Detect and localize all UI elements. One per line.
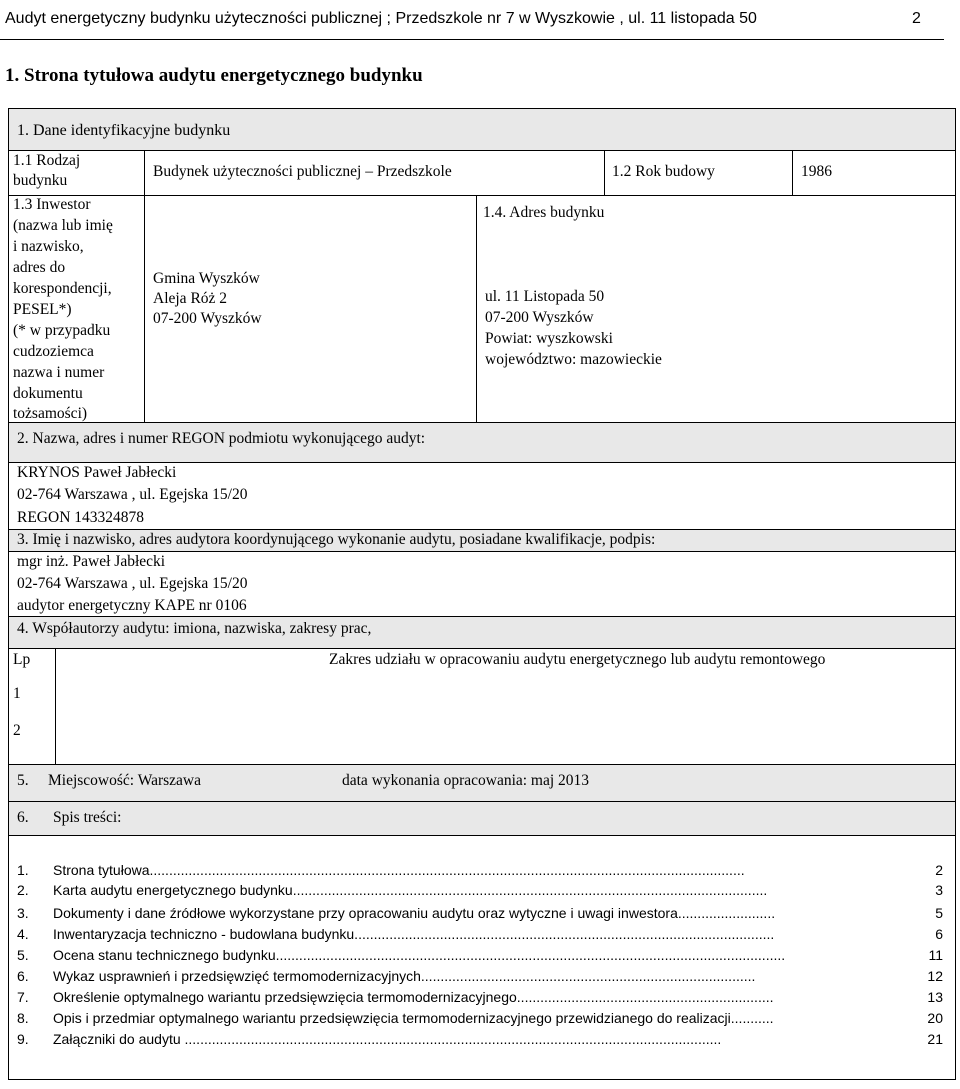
construction-year-label: 1.2 Rok budowy bbox=[612, 163, 715, 180]
rule bbox=[144, 150, 145, 422]
building-address-label: 1.4. Adres budynku bbox=[483, 204, 605, 221]
section4-heading: 4. Współautorzy audytu: imiona, nazwiska, zakresy prac, bbox=[17, 620, 372, 637]
toc-number: 6. bbox=[17, 968, 29, 984]
auditor-company-line: 02-764 Warszawa , ul. Egejska 15/20 bbox=[17, 486, 248, 503]
toc-number: 2. bbox=[17, 882, 29, 898]
toc-page: 13 bbox=[927, 989, 943, 1005]
coauthors-col-lp: Lp bbox=[13, 651, 31, 668]
toc-item[interactable] bbox=[9, 966, 945, 986]
toc-item[interactable] bbox=[9, 945, 945, 965]
address-line: województwo: mazowieckie bbox=[485, 351, 662, 368]
auditor-line: mgr inż. Paweł Jabłecki bbox=[17, 553, 166, 570]
page-header bbox=[0, 0, 944, 40]
section3-heading: 3. Imię i nazwisko, adres audytora koordynującego wykonanie audytu, posiadane kwalifikacje, podpis: bbox=[17, 531, 656, 548]
toc-label: Załączniki do audytu .......................................................................................................................................... bbox=[53, 1031, 722, 1047]
investor-label-line: 1.3 Inwestor bbox=[13, 196, 91, 213]
rule bbox=[9, 764, 955, 765]
toc-page: 20 bbox=[927, 1010, 943, 1026]
header-title: Audyt energetyczny budynku użyteczności publicznej ; Przedszkole nr 7 w Wyszkowie , ul. 11 listopada 50 bbox=[5, 10, 757, 27]
toc-label: Opis i przedmiar optymalnego wariantu przedsięwzięcia termomodernizacyjnego przewidzianego do realizacji........... bbox=[53, 1010, 774, 1026]
coauthors-col-scope: Zakres udziału w opracowaniu audytu energetycznego lub audytu remontowego bbox=[329, 651, 826, 668]
auditor-company-line: REGON 143324878 bbox=[17, 509, 145, 526]
section5-number: 5. bbox=[17, 772, 29, 789]
place-field: Miejscowość: Warszawa bbox=[48, 772, 201, 789]
toc-number: 4. bbox=[17, 926, 29, 942]
toc-number: 3. bbox=[17, 905, 29, 921]
toc-item[interactable] bbox=[9, 1029, 945, 1049]
rule bbox=[9, 616, 955, 617]
toc-heading: Spis treści: bbox=[53, 809, 122, 826]
toc-item[interactable] bbox=[9, 903, 945, 923]
investor-value-line: 07-200 Wyszków bbox=[153, 310, 262, 327]
address-line: 07-200 Wyszków bbox=[485, 309, 594, 326]
toc-label: Dokumenty i dane źródłowe wykorzystane przy opracowaniu audytu oraz wytyczne i uwagi inwestora......................... bbox=[53, 905, 776, 921]
toc-label: Ocena stanu technicznego budynku................................................................................................................................... bbox=[53, 947, 786, 963]
auditor-line: audytor energetyczny KAPE nr 0106 bbox=[17, 597, 247, 614]
investor-label-line: i nazwisko, bbox=[13, 238, 84, 255]
toc-page: 12 bbox=[927, 968, 943, 984]
toc-number: 9. bbox=[17, 1031, 29, 1047]
investor-value-line: Gmina Wyszków bbox=[153, 270, 260, 287]
investor-value-line: Aleja Róż 2 bbox=[153, 290, 228, 307]
toc-label: Karta audytu energetycznego budynku.......................................................................................................................... bbox=[53, 882, 768, 898]
section2-heading: 2. Nazwa, adres i numer REGON podmiotu wykonującego audyt: bbox=[17, 430, 426, 447]
toc-item[interactable] bbox=[9, 987, 945, 1007]
investor-label-line: korespondencji, bbox=[13, 280, 112, 297]
toc-label: Określenie optymalnego wariantu przedsięwzięcia termomodernizacyjnego.................................................................. bbox=[53, 989, 774, 1005]
auditor-company-line: KRYNOS Paweł Jabłecki bbox=[17, 464, 177, 481]
rule bbox=[9, 150, 955, 151]
toc-number: 8. bbox=[17, 1010, 29, 1026]
toc-page: 11 bbox=[928, 947, 943, 963]
toc-number: 5. bbox=[17, 947, 29, 963]
toc-page: 21 bbox=[927, 1031, 943, 1047]
rule bbox=[9, 801, 955, 802]
auditor-line: 02-764 Warszawa , ul. Egejska 15/20 bbox=[17, 575, 248, 592]
investor-label-line: (nazwa lub imię bbox=[13, 217, 113, 234]
toc-label: Inwentaryzacja techniczno - budowlana budynku............................................................................................................ bbox=[53, 926, 775, 942]
section6-band bbox=[9, 801, 955, 835]
toc-label: Wykaz usprawnień i przedsięwzięć termomodernizacyjnych...................................................................................... bbox=[53, 968, 756, 984]
header-page-number: 2 bbox=[912, 10, 921, 27]
construction-year-value: 1986 bbox=[801, 163, 832, 180]
toc-number: 1. bbox=[17, 862, 29, 878]
section6-number: 6. bbox=[17, 809, 29, 826]
investor-label-line: (* w przypadku bbox=[13, 322, 111, 339]
toc-item[interactable] bbox=[9, 1008, 945, 1028]
toc-page: 3 bbox=[935, 882, 943, 898]
address-line: Powiat: wyszkowski bbox=[485, 330, 613, 347]
investor-label-line: nazwa i numer bbox=[13, 364, 105, 381]
toc-item[interactable] bbox=[9, 880, 945, 900]
toc-page: 6 bbox=[935, 926, 943, 942]
rule bbox=[55, 648, 56, 764]
toc-number: 7. bbox=[17, 989, 29, 1005]
date-field: data wykonania opracowania: maj 2013 bbox=[342, 772, 590, 789]
rule bbox=[604, 150, 605, 195]
toc-label: Strona tytułowa......................................................................................................................................................... bbox=[53, 862, 745, 878]
rule bbox=[476, 195, 477, 422]
investor-label-line: tożsamości) bbox=[13, 405, 88, 422]
building-type-label-1: 1.1 Rodzaj bbox=[13, 152, 81, 169]
rule bbox=[9, 835, 955, 836]
rule bbox=[9, 648, 955, 649]
investor-label-line: cudzoziemca bbox=[13, 343, 94, 360]
rule bbox=[9, 422, 955, 423]
address-line: ul. 11 Listopada 50 bbox=[485, 288, 605, 305]
toc-item[interactable] bbox=[9, 860, 945, 880]
coauthors-row-number: 2 bbox=[13, 722, 21, 739]
toc-page: 5 bbox=[935, 905, 943, 921]
building-type-value: Budynek użyteczności publicznej – Przedszkole bbox=[153, 163, 452, 180]
rule bbox=[792, 150, 793, 195]
investor-label-line: PESEL*) bbox=[13, 301, 72, 318]
toc-page: 2 bbox=[935, 862, 943, 878]
toc-item[interactable] bbox=[9, 924, 945, 944]
page-title: 1. Strona tytułowa audytu energetycznego budynku bbox=[5, 65, 423, 86]
building-type-label-2: budynku bbox=[13, 172, 68, 189]
section1-heading: 1. Dane identyfikacyjne budynku bbox=[17, 122, 231, 139]
investor-label-line: adres do bbox=[13, 259, 66, 276]
audit-form bbox=[8, 108, 956, 1080]
investor-label-line: dokumentu bbox=[13, 385, 83, 402]
rule bbox=[9, 195, 955, 196]
coauthors-row-number: 1 bbox=[13, 685, 21, 702]
